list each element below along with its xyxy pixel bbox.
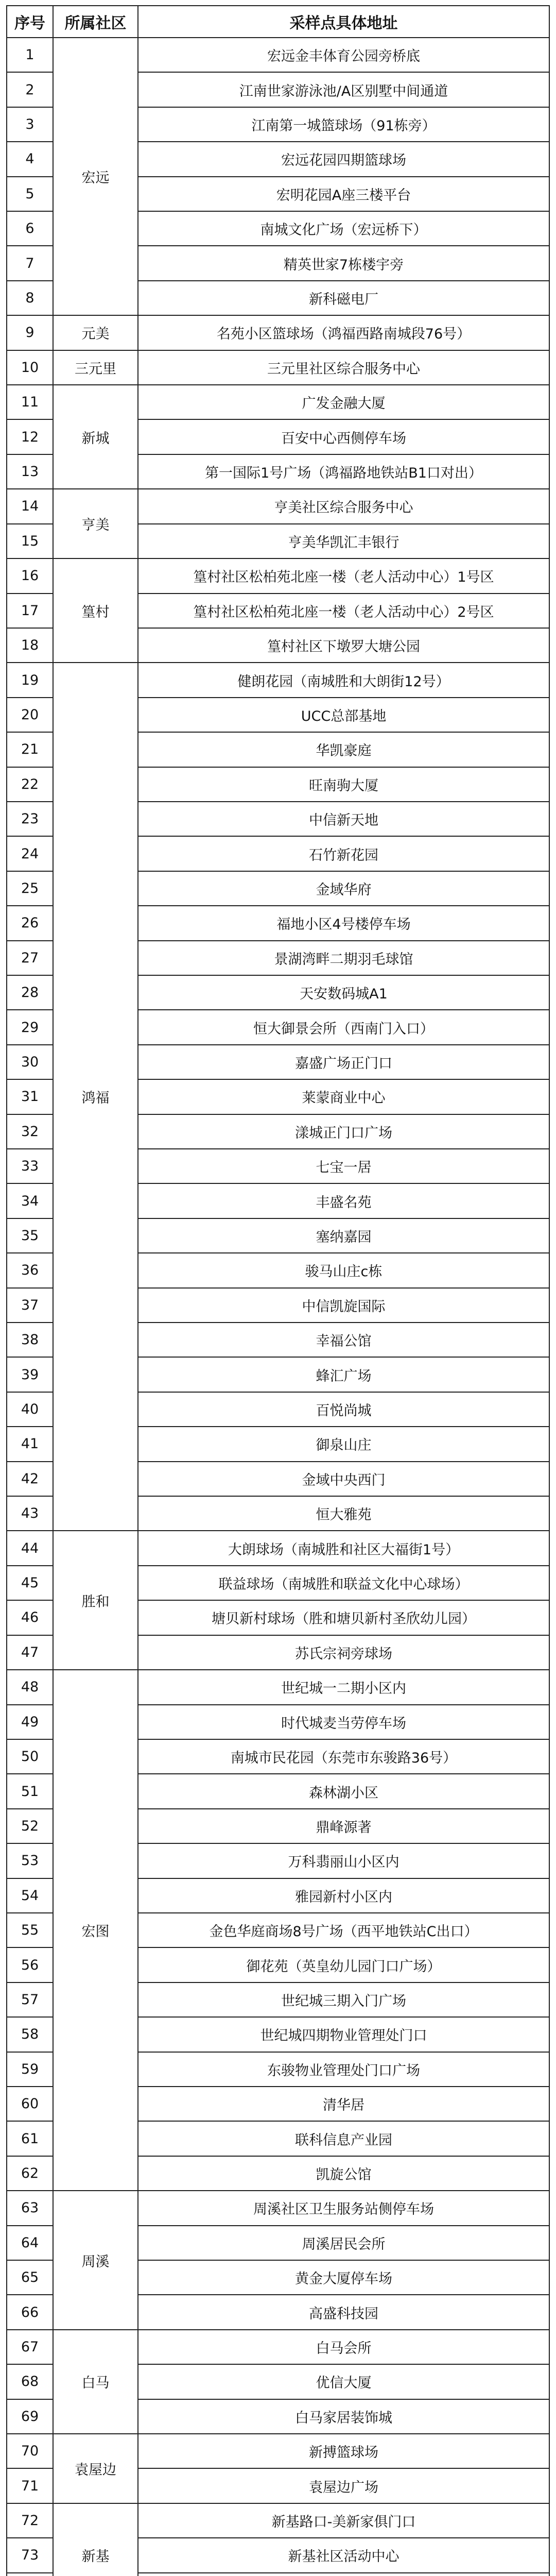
table-row xyxy=(7,2503,549,2538)
row-index: 39 xyxy=(7,1357,53,1392)
row-index: 7 xyxy=(7,246,53,280)
community-cell: 袁屋边 xyxy=(53,2434,138,2503)
address-cell: 周溪社区卫生服务站侧停车场 xyxy=(138,2191,549,2225)
address-cell: UCC总部基地 xyxy=(138,698,549,732)
row-index: 32 xyxy=(7,1114,53,1149)
row-index: 46 xyxy=(7,1600,53,1635)
community-cell: 亨美 xyxy=(53,489,138,558)
row-index: 5 xyxy=(7,177,53,211)
row-index: 72 xyxy=(7,2503,53,2538)
address-cell: 广发金融大厦 xyxy=(138,385,549,419)
address-cell: 塘贝新村球场（胜和塘贝新村圣欣幼儿园） xyxy=(138,1600,549,1635)
table-row xyxy=(7,558,549,593)
row-index: 50 xyxy=(7,1739,53,1774)
address-cell: 大朗球场（南城胜和社区大福街1号） xyxy=(138,1531,549,1565)
row-index: 49 xyxy=(7,1705,53,1739)
community-cell: 元美 xyxy=(53,315,138,350)
address-cell: 新基路口-美新家俱门口 xyxy=(138,2503,549,2538)
address-cell: 高盛科技园 xyxy=(138,2295,549,2329)
row-index: 4 xyxy=(7,142,53,176)
community-cell: 宏图 xyxy=(53,1670,138,2191)
address-cell: 嘉盛广场正门口 xyxy=(138,1045,549,1079)
address-cell: 宏远金丰体育公园旁桥底 xyxy=(138,38,549,72)
row-index: 48 xyxy=(7,1670,53,1704)
row-index: 31 xyxy=(7,1079,53,1114)
address-cell: 百安中心西侧停车场 xyxy=(138,419,549,454)
address-cell: 精英世家7栋楼宇旁 xyxy=(138,246,549,280)
header-community: 所属社区 xyxy=(53,6,138,38)
table-row xyxy=(7,489,549,523)
address-cell: 御花苑（英皇幼儿园门口广场） xyxy=(138,1947,549,1982)
address-cell xyxy=(138,2573,549,2576)
row-index: 36 xyxy=(7,1253,53,1287)
row-index: 43 xyxy=(7,1496,53,1531)
community-cell: 三元里 xyxy=(53,350,138,385)
community-cell: 鸿福 xyxy=(53,663,138,1531)
row-index: 35 xyxy=(7,1218,53,1253)
address-cell: 蜂汇广场 xyxy=(138,1357,549,1392)
row-index: 25 xyxy=(7,871,53,906)
table-body xyxy=(7,38,549,2576)
row-index: 64 xyxy=(7,2226,53,2260)
address-cell: 联科信息产业园 xyxy=(138,2121,549,2156)
table-row xyxy=(7,38,549,72)
row-index: 42 xyxy=(7,1462,53,1496)
row-index: 3 xyxy=(7,107,53,142)
address-cell: 苏氏宗祠旁球场 xyxy=(138,1635,549,1670)
address-cell: 金色华庭商场8号广场（西平地铁站C出口） xyxy=(138,1913,549,1947)
address-cell: 黄金大厦停车场 xyxy=(138,2260,549,2295)
row-index: 69 xyxy=(7,2399,53,2434)
address-cell: 漾城正门口广场 xyxy=(138,1114,549,1149)
row-index: 10 xyxy=(7,350,53,385)
address-cell: 中信新天地 xyxy=(138,802,549,836)
address-cell: 白马家居装饰城 xyxy=(138,2399,549,2434)
row-index: 33 xyxy=(7,1149,53,1183)
address-cell: 万科翡丽山小区内 xyxy=(138,1843,549,1878)
table-row xyxy=(7,315,549,350)
address-cell: 塞纳嘉园 xyxy=(138,1218,549,1253)
row-index: 13 xyxy=(7,454,53,489)
address-cell: 七宝一居 xyxy=(138,1149,549,1183)
address-cell: 亨美社区综合服务中心 xyxy=(138,489,549,523)
address-cell: 名苑小区篮球场（鸿福西路南城段76号） xyxy=(138,315,549,350)
address-cell: 金域中央西门 xyxy=(138,1462,549,1496)
address-cell: 幸福公馆 xyxy=(138,1323,549,1357)
row-index: 55 xyxy=(7,1913,53,1947)
table-header-row xyxy=(7,6,549,38)
row-index: 14 xyxy=(7,489,53,523)
address-cell: 金域华府 xyxy=(138,871,549,906)
row-index: 52 xyxy=(7,1809,53,1843)
address-cell: 袁屋边广场 xyxy=(138,2468,549,2503)
address-cell: 宏明花园A座三楼平台 xyxy=(138,177,549,211)
row-index xyxy=(7,2573,53,2576)
row-index: 23 xyxy=(7,802,53,836)
address-cell: 亨美华凯汇丰银行 xyxy=(138,524,549,558)
row-index: 16 xyxy=(7,558,53,593)
row-index: 20 xyxy=(7,698,53,732)
row-index: 70 xyxy=(7,2434,53,2468)
address-cell: 百悦尚城 xyxy=(138,1392,549,1427)
community-cell: 胜和 xyxy=(53,1531,138,1670)
address-cell: 恒大雅苑 xyxy=(138,1496,549,1531)
row-index: 34 xyxy=(7,1183,53,1218)
address-cell: 三元里社区综合服务中心 xyxy=(138,350,549,385)
address-cell: 新科磁电厂 xyxy=(138,281,549,315)
row-index: 68 xyxy=(7,2364,53,2399)
row-index: 1 xyxy=(7,38,53,72)
address-cell: 世纪城一二期小区内 xyxy=(138,1670,549,1704)
address-cell: 优信大厦 xyxy=(138,2364,549,2399)
community-cell: 宏远 xyxy=(53,38,138,315)
row-index: 15 xyxy=(7,524,53,558)
row-index: 8 xyxy=(7,281,53,315)
community-cell: 新城 xyxy=(53,385,138,489)
address-cell: 骏马山庄c栋 xyxy=(138,1253,549,1287)
row-index: 58 xyxy=(7,2017,53,2052)
table-row xyxy=(7,2330,549,2364)
community-cell: 白马 xyxy=(53,2330,138,2434)
table-row xyxy=(7,2191,549,2225)
row-index: 28 xyxy=(7,975,53,1010)
row-index: 2 xyxy=(7,72,53,107)
table-row xyxy=(7,1670,549,1704)
row-index: 6 xyxy=(7,211,53,246)
row-index: 71 xyxy=(7,2468,53,2503)
row-index: 56 xyxy=(7,1947,53,1982)
address-cell: 第一国际1号广场（鸿福路地铁站B1口对出） xyxy=(138,454,549,489)
address-cell: 东骏物业管理处门口广场 xyxy=(138,2052,549,2087)
row-index: 37 xyxy=(7,1288,53,1323)
address-cell: 旺南驹大厦 xyxy=(138,767,549,802)
address-cell: 世纪城三期入门广场 xyxy=(138,1982,549,2017)
address-cell: 丰盛名苑 xyxy=(138,1183,549,1218)
address-cell: 中信凯旋国际 xyxy=(138,1288,549,1323)
row-index: 67 xyxy=(7,2330,53,2364)
row-index: 27 xyxy=(7,941,53,975)
address-cell: 健朗花园（南城胜和大朗街12号） xyxy=(138,663,549,697)
row-index: 17 xyxy=(7,594,53,628)
row-index: 73 xyxy=(7,2538,53,2572)
row-index: 44 xyxy=(7,1531,53,1565)
row-index: 61 xyxy=(7,2121,53,2156)
row-index: 21 xyxy=(7,732,53,767)
row-index: 54 xyxy=(7,1878,53,1913)
address-cell: 恒大御景会所（西南门入口） xyxy=(138,1010,549,1044)
address-cell: 宏远花园四期篮球场 xyxy=(138,142,549,176)
address-cell: 凯旋公馆 xyxy=(138,2156,549,2191)
address-cell: 莱蒙商业中心 xyxy=(138,1079,549,1114)
row-index: 18 xyxy=(7,628,53,663)
row-index: 60 xyxy=(7,2087,53,2121)
table-row xyxy=(7,350,549,385)
row-index: 12 xyxy=(7,419,53,454)
address-cell: 江南第一城篮球场（91栋旁） xyxy=(138,107,549,142)
address-cell: 御泉山庄 xyxy=(138,1427,549,1461)
row-index: 40 xyxy=(7,1392,53,1427)
row-index: 29 xyxy=(7,1010,53,1044)
row-index: 45 xyxy=(7,1566,53,1600)
address-cell: 福地小区4号楼停车场 xyxy=(138,906,549,940)
table-row xyxy=(7,385,549,419)
address-cell: 鼎峰源著 xyxy=(138,1809,549,1843)
row-index: 30 xyxy=(7,1045,53,1079)
row-index: 57 xyxy=(7,1982,53,2017)
row-index: 59 xyxy=(7,2052,53,2087)
address-cell: 篁村社区松柏苑北座一楼（老人活动中心）2号区 xyxy=(138,594,549,628)
row-index: 41 xyxy=(7,1427,53,1461)
address-cell: 新基社区活动中心 xyxy=(138,2538,549,2572)
table-row xyxy=(7,663,549,697)
row-index: 11 xyxy=(7,385,53,419)
row-index: 62 xyxy=(7,2156,53,2191)
row-index: 24 xyxy=(7,836,53,871)
address-cell: 新搏篮球场 xyxy=(138,2434,549,2468)
address-cell: 周溪居民会所 xyxy=(138,2226,549,2260)
address-cell: 南城文化广场（宏远桥下） xyxy=(138,211,549,246)
row-index: 19 xyxy=(7,663,53,697)
row-index: 26 xyxy=(7,906,53,940)
address-cell: 雅园新村小区内 xyxy=(138,1878,549,1913)
address-cell: 篁村社区松柏苑北座一楼（老人活动中心）1号区 xyxy=(138,558,549,593)
row-index: 65 xyxy=(7,2260,53,2295)
row-index: 63 xyxy=(7,2191,53,2225)
row-index: 66 xyxy=(7,2295,53,2329)
address-cell: 南城市民花园（东莞市东骏路36号） xyxy=(138,1739,549,1774)
address-cell: 石竹新花园 xyxy=(138,836,549,871)
community-cell: 周溪 xyxy=(53,2191,138,2330)
address-cell: 森林湖小区 xyxy=(138,1774,549,1808)
address-cell: 天安数码城A1 xyxy=(138,975,549,1010)
address-cell: 清华居 xyxy=(138,2087,549,2121)
sampling-sites-table xyxy=(6,5,550,2576)
row-index: 9 xyxy=(7,315,53,350)
row-index: 53 xyxy=(7,1843,53,1878)
community-cell: 篁村 xyxy=(53,558,138,663)
table-row xyxy=(7,1531,549,1565)
address-cell: 白马会所 xyxy=(138,2330,549,2364)
address-cell: 时代城麦当劳停车场 xyxy=(138,1705,549,1739)
row-index: 38 xyxy=(7,1323,53,1357)
row-index: 51 xyxy=(7,1774,53,1808)
row-index: 22 xyxy=(7,767,53,802)
row-index: 47 xyxy=(7,1635,53,1670)
header-index: 序号 xyxy=(7,6,53,38)
community-cell: 新基 xyxy=(53,2503,138,2576)
table-row xyxy=(7,2434,549,2468)
address-cell: 联益球场（南城胜和联益文化中心球场） xyxy=(138,1566,549,1600)
address-cell: 篁村社区下墩罗大塘公园 xyxy=(138,628,549,663)
address-cell: 江南世家游泳池/A区别墅中间通道 xyxy=(138,72,549,107)
header-address: 采样点具体地址 xyxy=(138,6,549,38)
address-cell: 景湖湾畔二期羽毛球馆 xyxy=(138,941,549,975)
address-cell: 华凯豪庭 xyxy=(138,732,549,767)
address-cell: 世纪城四期物业管理处门口 xyxy=(138,2017,549,2052)
